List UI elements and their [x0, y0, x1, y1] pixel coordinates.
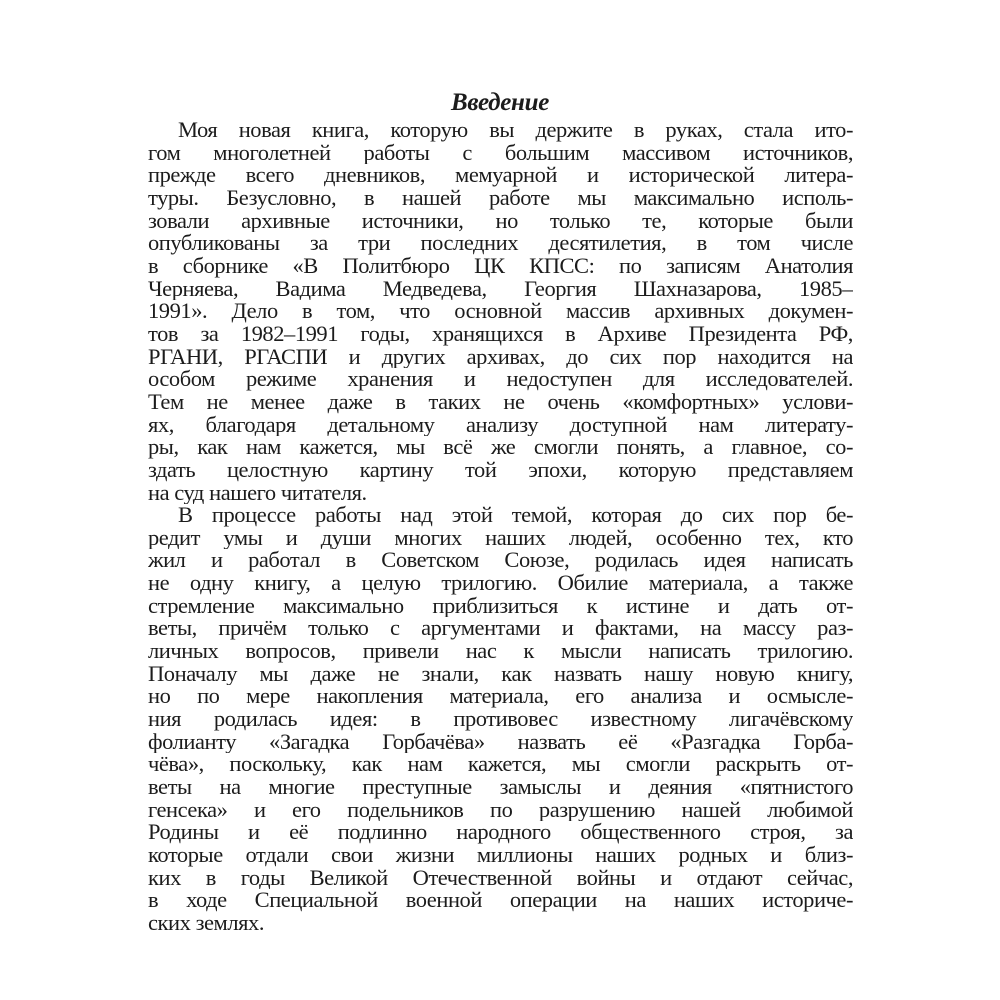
text-line: Родины и её подлинно народного общественного строя, за — [148, 821, 853, 844]
text-line: стремление максимально приблизиться к истине и дать от- — [148, 594, 853, 618]
text-line: чёва», поскольку, как нам кажется, мы смогли раскрыть от- — [148, 753, 853, 777]
text-line: которые отдали свои жизни миллионы наших родных и близ- — [148, 844, 853, 867]
text-line: опубликованы за три последних десятилетия, в том числе — [148, 232, 853, 255]
text-line: редит умы и души многих наших людей, особенно тех, кто — [148, 526, 853, 550]
text-line: на суд нашего читателя. — [148, 481, 367, 505]
chapter-body — [148, 119, 853, 935]
text-line: веты, причём только с аргументами и фактами, на массу раз- — [148, 617, 853, 641]
text-line: в ходе Специальной военной операции на наших историче- — [148, 889, 853, 912]
text-line: Тем не менее даже в таких не очень «комфортных» услови- — [148, 390, 853, 414]
text-line: фолианту «Загадка Горбачёва» назвать её «Разгадка Горба- — [148, 730, 853, 754]
text-line: 1991». Дело в том, что основной массив архивных докумен- — [148, 300, 853, 323]
text-line: Поначалу мы даже не знали, как назвать нашу новую книгу, — [148, 662, 853, 686]
text-line: личных вопросов, привели нас к мысли написать трилогию. — [148, 640, 853, 663]
text-line: Черняева, Вадима Медведева, Георгия Шахназарова, 1985– — [148, 277, 853, 301]
text-line: ния родилась идея: в противовес известному лигачёвскому — [148, 708, 853, 731]
text-line: генсека» и его подельников по разрушению нашей любимой — [148, 798, 853, 822]
text-line: ры, как нам кажется, мы всё же смогли понять, а главное, со- — [148, 436, 853, 459]
text-line: ких в годы Великой Отечественной войны и отдают сейчас, — [148, 866, 853, 890]
text-line: жил и работал в Советском Союзе, родилась идея написать — [148, 549, 853, 573]
text-line: В процессе работы над этой темой, которая до сих пор бе- — [178, 504, 853, 527]
text-line: туры. Безусловно, в нашей работе мы максимально исполь- — [148, 186, 853, 210]
text-line: особом режиме хранения и недоступен для исследователей. — [148, 368, 853, 391]
text-line: в сборнике «В Политбюро ЦК КПСС: по записям Анатолия — [148, 254, 853, 278]
text-line: зовали архивные источники, но только те, которые были — [148, 209, 853, 233]
text-line: ях, благодаря детальному анализу доступной нам литерату- — [148, 413, 853, 437]
text-line: Моя новая книга, которую вы держите в руках, стала ито- — [178, 119, 853, 142]
text-line: гом многолетней работы с большим массивом источников, — [148, 141, 853, 165]
text-line: веты на многие преступные замыслы и деяния «пятнистого — [148, 776, 853, 799]
chapter-title: Введение — [451, 89, 549, 116]
text-line: но по мере накопления материала, его анализа и осмысле- — [148, 685, 853, 709]
text-line: не одну книгу, а целую трилогию. Обилие материала, а также — [148, 572, 853, 595]
text-line: РГАНИ, РГАСПИ и других архивах, до сих пор находится на — [148, 345, 853, 369]
text-line: тов за 1982–1991 годы, хранящихся в Архиве Президента РФ, — [148, 322, 853, 346]
text-line: прежде всего дневников, мемуарной и исторической литера- — [148, 164, 853, 187]
text-line: здать целостную картину той эпохи, которую представляем — [148, 458, 853, 482]
text-line: ских землях. — [148, 911, 264, 935]
